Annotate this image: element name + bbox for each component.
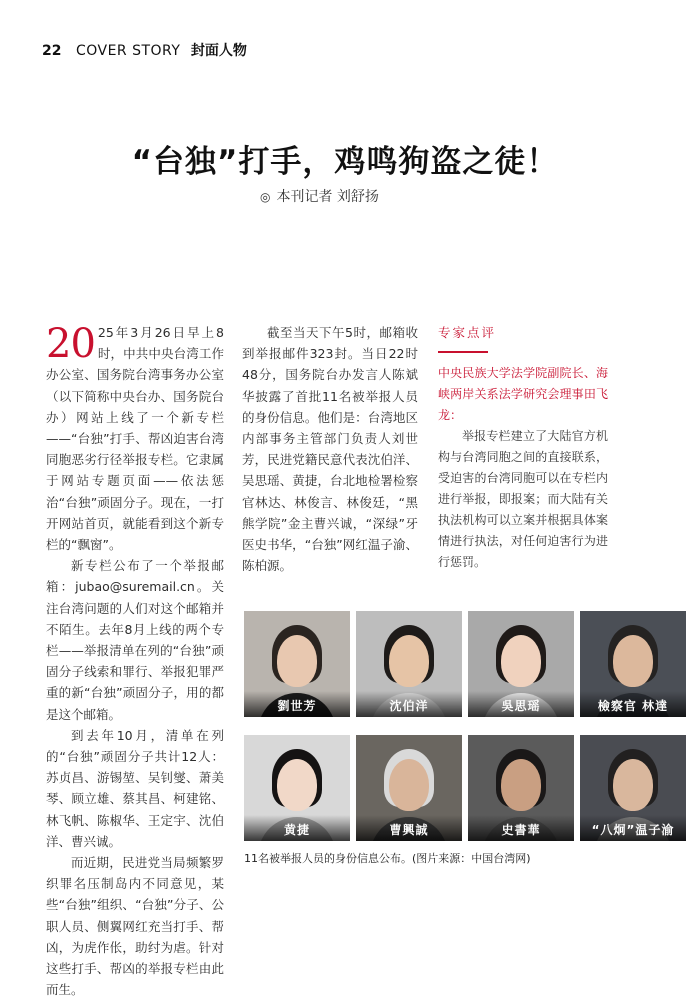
- paragraph: 而近期，民进党当局频繁罗织罪名压制岛内不同意见，某些“台独”组织、“台独”分子、公职人员、侧翼网红充当打手、帮凶，为虎作伥，助纣为虐。针对这些打手、帮凶的举报专栏由此而生。: [46, 855, 224, 998]
- photo-grid: [244, 611, 686, 851]
- portrait-face: [389, 759, 429, 811]
- portrait-photo: [580, 611, 686, 717]
- portrait-photo: [244, 735, 350, 841]
- expert-tag: 专家点评: [438, 325, 497, 340]
- paragraph: 新专栏公布了一个举报邮箱：jubao@suremail.cn。关注台湾问题的人们对这个邮箱并不陌生。去年8月上线的两个专栏——举报清单在列的“台独”顽固分子线索和罪行、举报犯罪严重的新“台独”顽固分子，用的都是这个邮箱。: [46, 558, 224, 722]
- portrait-photo: [244, 611, 350, 717]
- photo-caption: 11名被举报人员的身份信息公布。(图片来源：中国台湾网): [244, 852, 531, 865]
- page-number: 22: [42, 43, 62, 59]
- portrait-face: [613, 635, 653, 687]
- portrait-photo: [356, 611, 462, 717]
- body-column-2: [242, 322, 418, 576]
- paragraph: 到去年10月，清单在列的“台独”顽固分子共计12人：苏贞昌、游锡堃、吴钊燮、萧美琴、顾立雄、蔡其昌、柯建铭、林飞帆、陈椒华、王定宇、沈伯洋、曹兴诚。: [46, 727, 224, 849]
- body-column-1: [46, 322, 224, 1001]
- portrait-face: [501, 635, 541, 687]
- photo-name-label: 黄捷: [244, 815, 350, 841]
- byline-text: 本刊记者 刘舒扬: [276, 189, 379, 205]
- photo-name-label: 沈伯洋: [356, 691, 462, 717]
- portrait-photo: [468, 611, 574, 717]
- expert-name: 中央民族大学法学院副院长、海峡两岸关系法学研究会理事田飞龙：: [438, 366, 608, 423]
- portrait-face: [389, 635, 429, 687]
- photo-name-label: 劉世芳: [244, 691, 350, 717]
- portrait-photo: [356, 735, 462, 841]
- paragraph-text: 25年3月26日早上8时，中共中央台湾工作办公室、国务院台湾事务办公室（以下简称中央台办、国务院台办）网站上线了一个新专栏——“台独”打手、帮凶迫害台湾同胞恶劣行径举报专栏。它隶属于网站专题页面——依法惩治“台独”顽固分子。现在，一打开网站首页，就能看到这个新专栏的“飘窗”。: [46, 325, 224, 553]
- portrait-photo: [468, 735, 574, 841]
- byline: [260, 186, 379, 206]
- photo-name-label: 曹興誠: [356, 815, 462, 841]
- byline-mark: ◎: [260, 190, 271, 204]
- expert-comment: 举报专栏建立了大陆官方机构与台湾同胞之间的直接联系，受迫害的台湾同胞可以在专栏内进行举报，即报案；而大陆有关执法机构可以立案并根据具体案情进行执法，对任何迫害行为进行惩罚。: [438, 429, 608, 570]
- photo-name-label: 檢察官 林達: [580, 691, 686, 717]
- section-name: COVER STORY: [75, 43, 181, 59]
- running-header: [42, 40, 247, 60]
- photo-name-label: 吳思瑶: [468, 691, 574, 717]
- expert-comment-box: [438, 322, 608, 573]
- photo-name-label: 史書華: [468, 815, 574, 841]
- drop-cap: 20: [46, 321, 95, 367]
- divider: [438, 351, 488, 353]
- portrait-face: [501, 759, 541, 811]
- photo-name-label: “八炯”温子渝: [580, 815, 686, 841]
- portrait-face: [277, 759, 317, 811]
- section-name-zh: 封面人物: [190, 43, 247, 59]
- paragraph: 截至当天下午5时，邮箱收到举报邮件323封。当日22时48分，国务院台办发言人陈斌华披露了首批11名被举报人员的身份信息。他们是：台湾地区内部事务主管部门负责人刘世芳，民进党籍民意代表沈伯洋、吴思瑶、黄捷，台北地检署检察官林达、林俊言、林俊廷，“黑熊学院”金主曹兴诚，“深绿”牙医史书华，“台独”网红温子渝、陈柏源。: [242, 325, 418, 574]
- paragraph: [46, 322, 224, 555]
- portrait-face: [613, 759, 653, 811]
- article-title: “台独”打手，鸡鸣狗盗之徒！: [131, 144, 559, 180]
- portrait-photo: [580, 735, 686, 841]
- portrait-face: [277, 635, 317, 687]
